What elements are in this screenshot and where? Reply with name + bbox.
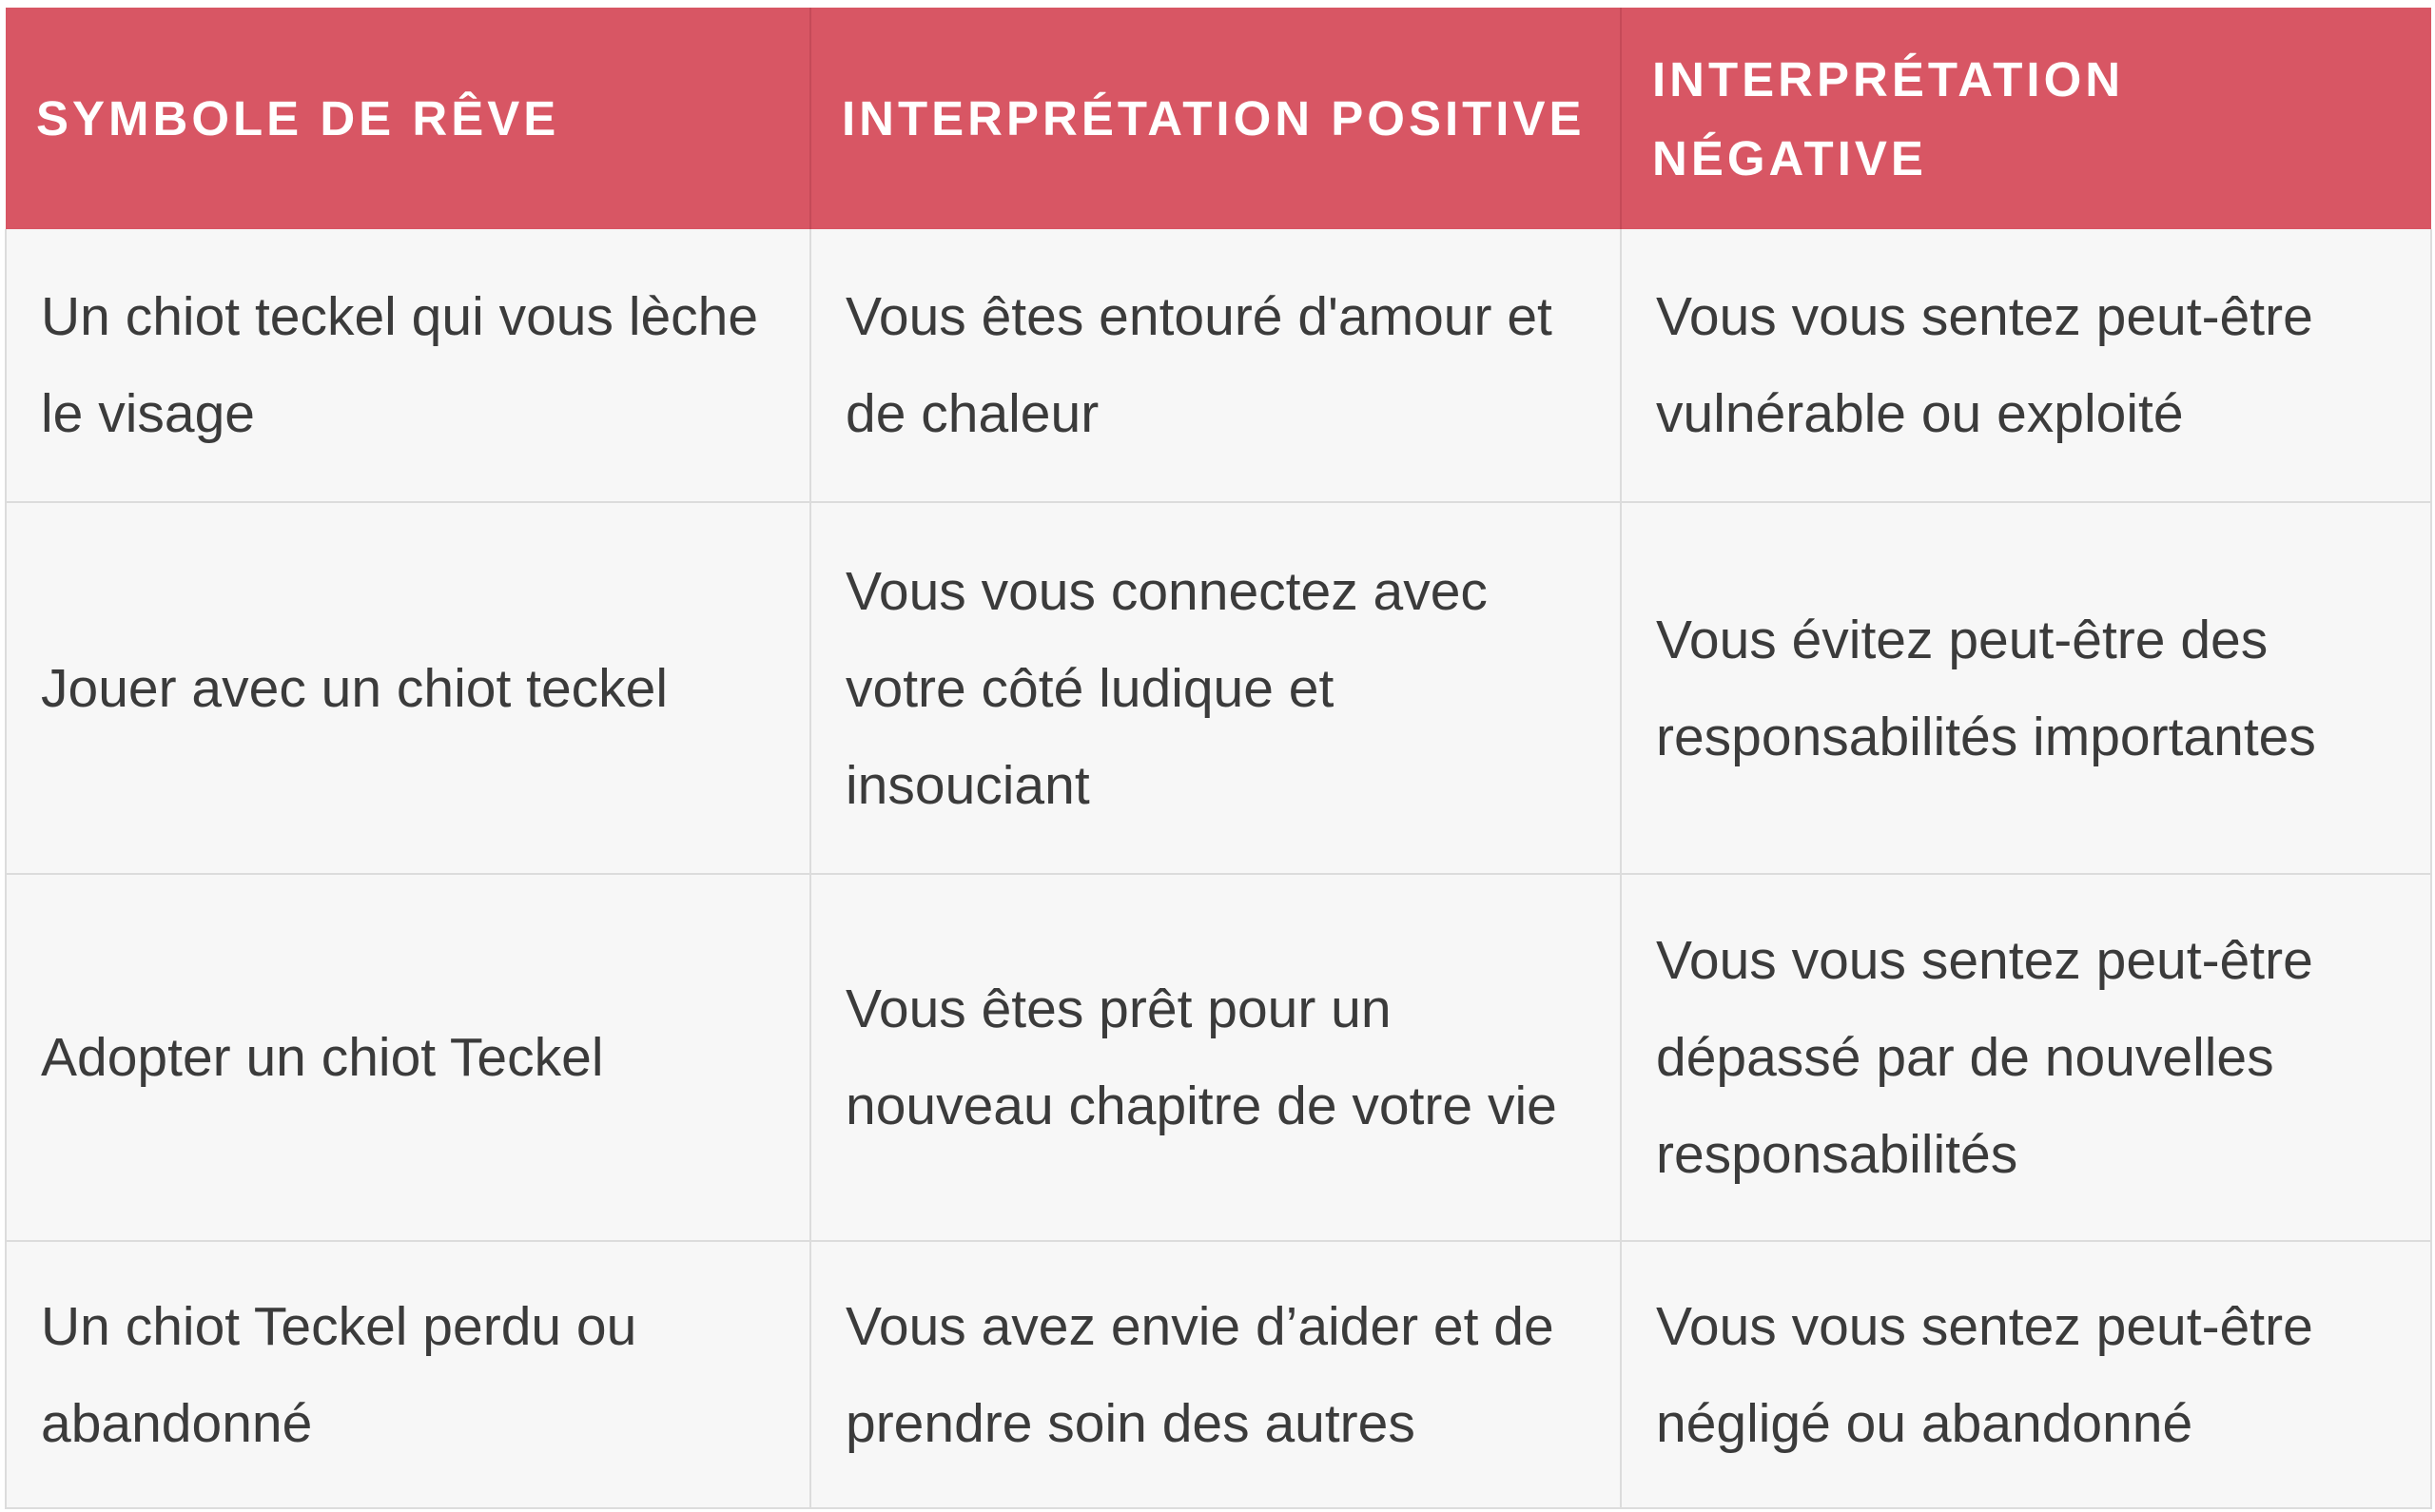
- table-row: [6, 1241, 2431, 1508]
- cell-negative-interpretation: Vous vous sentez peut-être négligé ou abandonné: [1621, 1241, 2431, 1508]
- table-row: [6, 874, 2431, 1241]
- cell-negative-interpretation: Vous évitez peut-être des responsabilités importantes: [1621, 502, 2431, 874]
- cell-negative-interpretation: Vous vous sentez peut-être vulnérable ou exploité: [1621, 229, 2431, 502]
- header-row: [6, 8, 2431, 229]
- table-body: [6, 229, 2431, 1508]
- table-row: [6, 502, 2431, 874]
- table-row: [6, 229, 2431, 502]
- cell-positive-interpretation: Vous avez envie d’aider et de prendre soin des autres: [810, 1241, 1621, 1508]
- table-header: [6, 8, 2431, 229]
- header-dream-symbol: SYMBOLE DE RÊVE: [6, 8, 810, 229]
- dream-interpretation-table-container: [5, 8, 2430, 1508]
- cell-positive-interpretation: Vous vous connectez avec votre côté ludique et insouciant: [810, 502, 1621, 874]
- cell-positive-interpretation: Vous êtes prêt pour un nouveau chapitre de votre vie: [810, 874, 1621, 1241]
- cell-positive-interpretation: Vous êtes entouré d'amour et de chaleur: [810, 229, 1621, 502]
- cell-dream-symbol: Un chiot Teckel perdu ou abandonné: [6, 1241, 810, 1508]
- cell-dream-symbol: Jouer avec un chiot teckel: [6, 502, 810, 874]
- cell-negative-interpretation: Vous vous sentez peut-être dépassé par de nouvelles responsabilités: [1621, 874, 2431, 1241]
- dream-interpretation-table: [5, 8, 2432, 1509]
- cell-dream-symbol: Adopter un chiot Teckel: [6, 874, 810, 1241]
- cell-dream-symbol: Un chiot teckel qui vous lèche le visage: [6, 229, 810, 502]
- header-positive-interpretation: INTERPRÉTATION POSITIVE: [810, 8, 1621, 229]
- header-negative-interpretation: INTERPRÉTATION NÉGATIVE: [1652, 51, 2125, 185]
